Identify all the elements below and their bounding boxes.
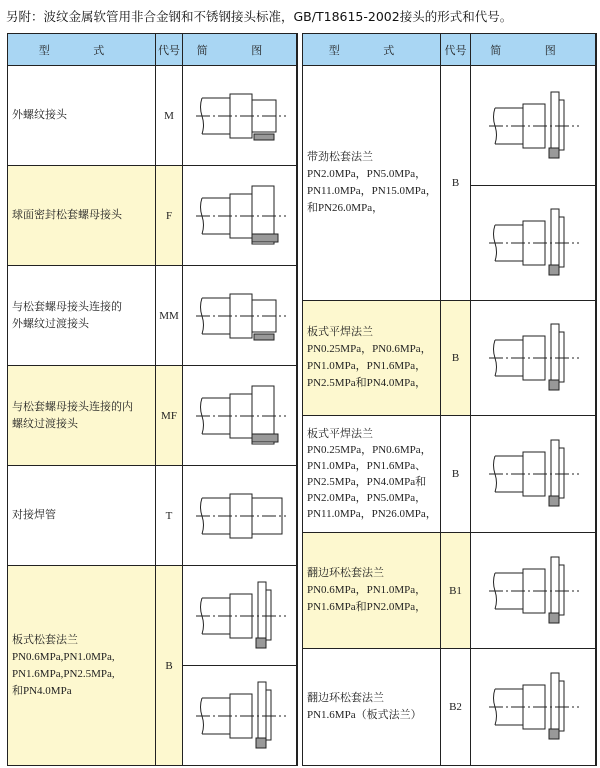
type-cell: 翻边环松套法兰 PN1.6MPa（板式法兰）: [303, 649, 441, 766]
code-cell: B1: [441, 533, 471, 649]
diagram-drawing: [183, 266, 297, 366]
code-cell: B2: [441, 649, 471, 766]
code-cell: B: [441, 66, 471, 301]
diagram-drawing: [183, 66, 297, 166]
right-table: [302, 33, 597, 766]
type-cell: 与松套螺母接头连接的 外螺纹过渡接头: [8, 266, 156, 366]
code-cell: M: [156, 66, 183, 166]
header-diagram: 简 图: [471, 34, 596, 66]
diagram-drawing: [471, 301, 596, 416]
type-cell: 板式平焊法兰 PN0.25MPa，PN0.6MPa， PN1.0MPa，PN1.6MPa， PN2.5MPa和PN4.0MPa，: [303, 301, 441, 416]
code-cell: F: [156, 166, 183, 266]
type-cell: 翻边环松套法兰 PN0.6MPa，PN1.0MPa， PN1.6MPa和PN2.0MPa，: [303, 533, 441, 649]
header-type: 型 式: [303, 34, 441, 66]
diagram-drawing: [183, 666, 297, 766]
diagram-drawing: [183, 366, 297, 466]
code-cell: B: [441, 301, 471, 416]
diagram-drawing: [471, 649, 596, 766]
diagram-drawing: [183, 166, 297, 266]
type-cell: 带劲松套法兰 PN2.0MPa，PN5.0MPa， PN11.0MPa，PN15.0MPa， 和PN26.0MPa，: [303, 66, 441, 301]
type-cell: 外螺纹接头: [8, 66, 156, 166]
type-cell: 板式平焊法兰 PN0.25MPa，PN0.6MPa， PN1.0MPa，PN1.6MPa、 PN2.5MPa，PN4.0MPa和 PN2.0MPa，PN5.0MPa， PN11.0MPa，PN26.0MPa，: [303, 416, 441, 533]
diagram-drawing: [471, 416, 596, 533]
type-cell: 板式松套法兰 PN0.6MPa,PN1.0MPa, PN1.6MPa,PN2.5MPa, 和PN4.0MPa: [8, 566, 156, 766]
header-type: 型 式: [8, 34, 156, 66]
type-cell: 球面密封松套螺母接头: [8, 166, 156, 266]
code-cell: B: [156, 566, 183, 766]
diagram-drawing: [183, 566, 297, 666]
code-cell: B: [441, 416, 471, 533]
page-title: 另附：波纹金属软管用非合金钢和不锈钢接头标准，GB/T18615-2002接头的形式和代号。: [6, 9, 513, 24]
type-cell: 对接焊管: [8, 466, 156, 566]
header-diagram: 简 图: [183, 34, 297, 66]
diagram-drawing: [471, 186, 596, 301]
header-code: 代号: [441, 34, 471, 66]
left-table: [7, 33, 298, 766]
type-cell: 与松套螺母接头连接的内 螺纹过渡接头: [8, 366, 156, 466]
code-cell: MM: [156, 266, 183, 366]
diagram-drawing: [183, 466, 297, 566]
code-cell: MF: [156, 366, 183, 466]
diagram-drawing: [471, 66, 596, 186]
diagram-drawing: [471, 533, 596, 649]
code-cell: T: [156, 466, 183, 566]
header-code: 代号: [156, 34, 183, 66]
